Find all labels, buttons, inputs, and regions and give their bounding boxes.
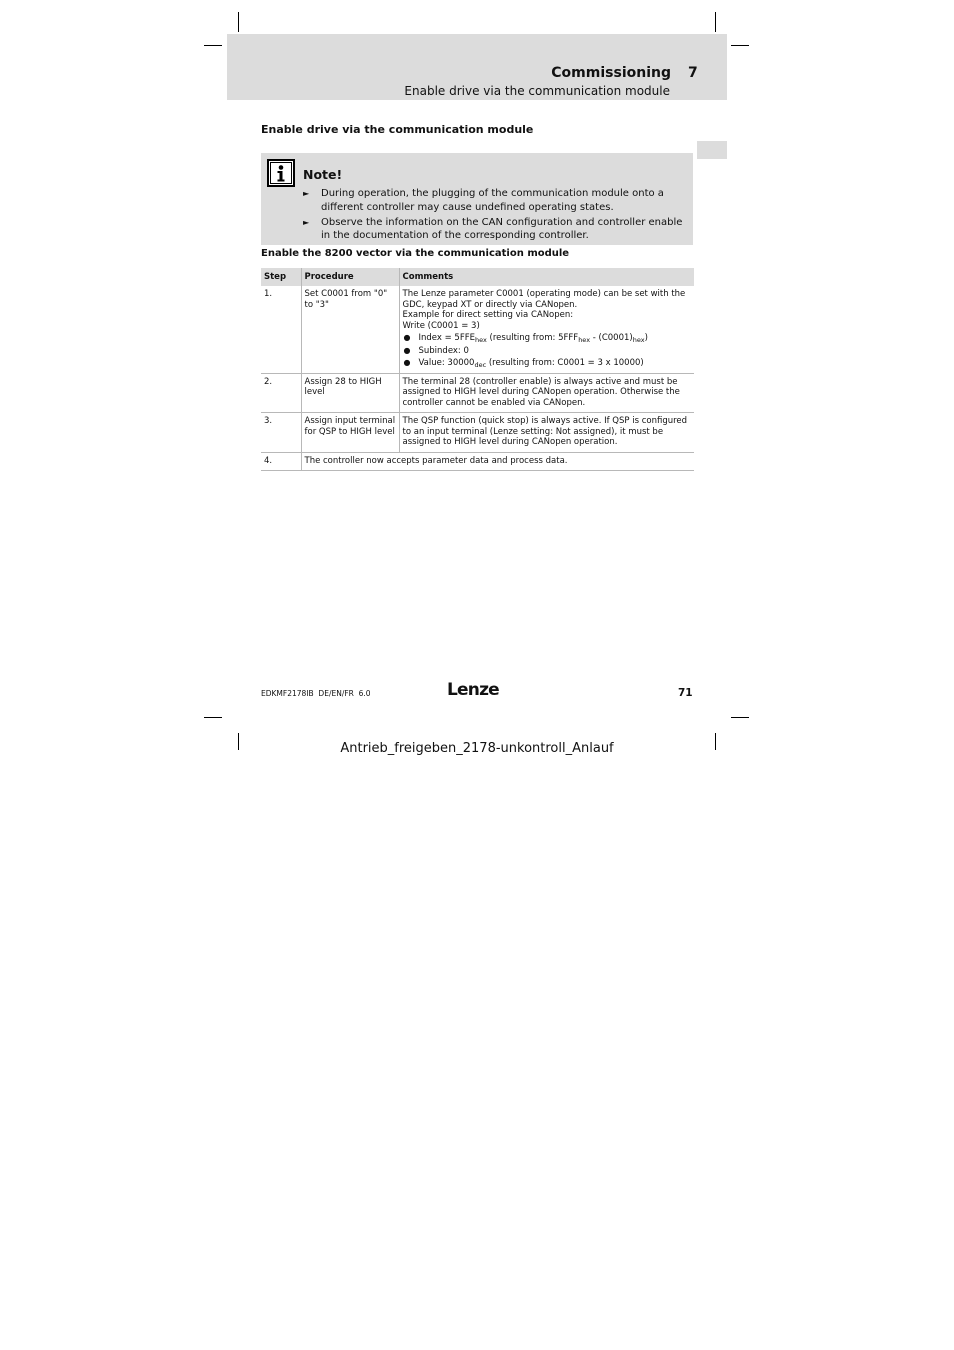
note-title: Note! <box>303 167 343 182</box>
table-row <box>261 373 694 413</box>
lenze-logo: Lenze <box>447 680 499 700</box>
table-row <box>261 452 694 471</box>
comment-text: Write (C0001 = 3) <box>402 320 480 331</box>
chapter-subtitle: Enable drive via the communication module <box>404 84 670 98</box>
info-icon <box>267 159 295 187</box>
crop-mark <box>715 12 716 32</box>
steps-table <box>261 268 694 471</box>
comments-cell: The QSP function (quick stop) is always active. If QSP is configured to an input terminal (Lenze setting: Not assigned), it must be assigned to HIGH level during CANopen operation. <box>399 413 694 453</box>
step-cell: 4. <box>261 452 301 471</box>
step-cell: 2. <box>261 373 301 413</box>
column-header-step: Step <box>261 268 301 286</box>
file-caption: Antrieb_freigeben_2178-unkontroll_Anlauf <box>340 741 614 756</box>
note-list <box>303 187 687 244</box>
crop-mark <box>204 45 222 46</box>
comments-cell <box>399 286 694 373</box>
step-cell: 3. <box>261 413 301 453</box>
side-tab <box>697 141 727 159</box>
crop-mark <box>731 45 749 46</box>
comments-cell: The terminal 28 (controller enable) is always active and must be assigned to HIGH level during CANopen operation. Otherwise the controller cannot be enabled via CANopen. <box>399 373 694 413</box>
procedure-cell: Assign input terminal for QSP to HIGH level <box>301 413 399 453</box>
column-header-comments: Comments <box>399 268 694 286</box>
bullet-item: ● Subindex: 0 <box>403 345 469 356</box>
table-row <box>261 413 694 453</box>
merged-cell: The controller now accepts parameter data and process data. <box>301 452 694 471</box>
triangle-right-icon: ► <box>303 217 310 227</box>
procedure-cell: Set C0001 from "0" to "3" <box>301 286 399 373</box>
chapter-number: 7 <box>688 65 698 81</box>
bullet-icon: ● <box>403 345 411 355</box>
comment-text: Example for direct setting via CANopen: <box>402 310 574 320</box>
table-row <box>261 286 694 373</box>
bullet-item: ● Index = $5FFE_{hex}$ (resulting from: $5FFF_{hex} - (C0001)_{hex}$) <box>403 333 648 344</box>
comment-text: The Lenze parameter C0001 (operating mode) can be set with the GDC, keypad XT or directly via CANopen. <box>402 289 686 310</box>
page-number: 71 <box>678 687 693 699</box>
step-cell: 1. <box>261 286 301 373</box>
bullet-icon: ● <box>403 333 411 342</box>
triangle-right-icon: ► <box>303 189 310 198</box>
table-header-row <box>261 268 694 286</box>
column-header-procedure: Procedure <box>301 268 399 286</box>
list-item: ► Observe the information on the CAN configuration and controller enable in the documentation of the corresponding controller. <box>303 216 683 241</box>
bullet-item: ● Value: $30000_{dec}$ (resulting from: C0001 = 3 x 10000) <box>403 358 644 369</box>
note-box <box>261 153 693 245</box>
list-item: ► During operation, the plugging of the communication module onto a different controller may cause undefined operating states. <box>303 188 664 213</box>
crop-mark <box>204 717 222 718</box>
bullet-icon: ● <box>403 358 411 367</box>
document-code: EDKMF2178IB DE/EN/FR 6.0 <box>261 689 371 698</box>
section-heading: Enable drive via the communication module <box>261 123 534 136</box>
table-heading: Enable the 8200 vector via the communication module <box>261 248 570 259</box>
crop-mark <box>238 12 239 32</box>
chapter-title: Commissioning <box>551 65 671 81</box>
crop-mark <box>731 717 749 718</box>
procedure-cell: Assign 28 to HIGH level <box>301 373 399 413</box>
